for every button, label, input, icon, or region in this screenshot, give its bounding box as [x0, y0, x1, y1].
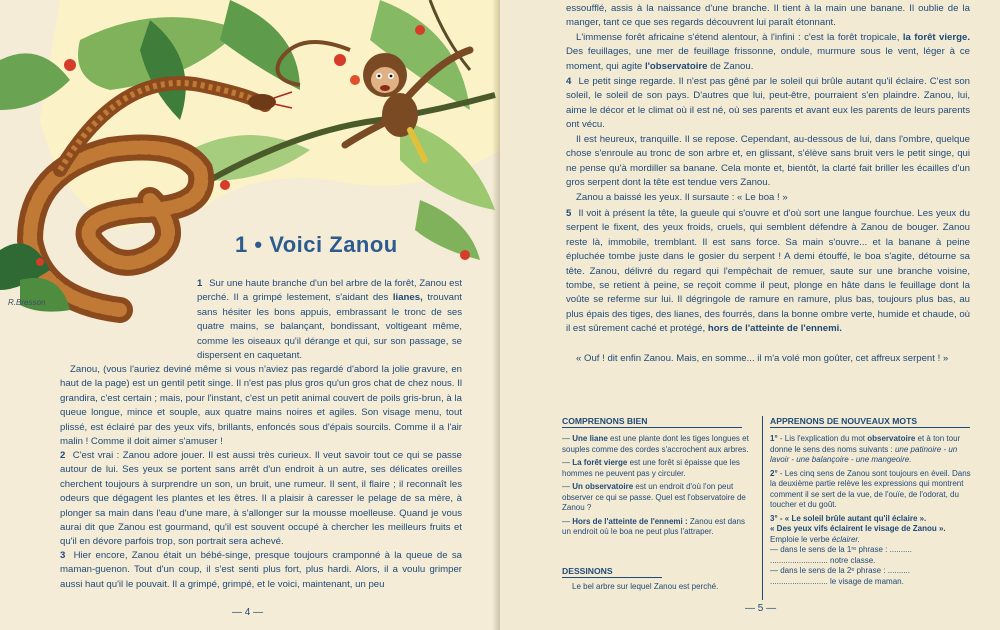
chapter-title-text: Voici Zanou [269, 232, 398, 257]
paragraph-text: Sur une haute branche d'un bel arbre de la forêt, Zanou est perché. Il a grimpé lestement, s'aidant des [197, 278, 462, 304]
definition-item: — Une liane est une plante dont les tiges longues et souples comme des cordes s'accrochent aux arbres. [562, 434, 749, 454]
paragraph-3-continued: essoufflé, assis à la naissance d'une branche. Il tient à la main une banane. Il oublie de la manger, tant ce que ses regards découvrent lui paraît étonnant. [566, 3, 970, 29]
paragraph-3 [60, 549, 462, 592]
paragraph-1b: Zanou, (vous l'auriez deviné même si vous n'aviez pas regardé d'abord la jolie gravure, en haut de la page) est un gentil petit singe. Il n'est pas plus gros qu'un gros chat de chez nous. Il grandira, c'est certain ; mais, pour l'instant, c'est un petit animal couvert de poils gris-brun, à la queue longue, mince et souple, aux quatre mains noires et agiles. Son visage menu, tout plissé, est éclairé par des yeux vifs, brillants, enfoncés sous d'épais sourcils. Comme il a l'air malin ! Comme il doit aimer s'amuser ! [60, 364, 462, 448]
paragraph-text: Il voit à présent la tête, la gueule qui s'ouvre et d'où sort une langue fourchue. Les yeux du serpent le fixent, des yeux froids, cruels, qui semblent défendre à Zanou de bouger. Zanou reste là, immobile, tremblant. Il est sans force. Sa main s'ouvre... et la banane à peine épluchée tombe juste dans le gosier du serpent ! A demi étouffé, le boa s'agite, détourne sa tête. Zanou, délivré du regard qui l'empêchait de remuer, saute sur une branche voisine, tombe, se retient à peine, se reçoit comme il peut, plonge en hâte dans le feuillage dont la voûte se referme sur lui. Il dégringole de ramure en ramure, plus bas, toujours plus bas, au plus épais des tiges, des lianes, des fourrés, dans la bonne ombre verte, humide et chaude, où il est sûrement caché et protégé, [566, 208, 970, 335]
apprenons-heading: APPRENONS DE NOUVEAUX MOTS [770, 416, 970, 428]
paragraph-text: C'est vrai : Zanou adore jouer. Il est aussi très curieux. Il veut savoir tout ce qui se passe autour de lui. Ses yeux se portent sans arrêt d'un endroit à un autre, ses délicates oreilles cherchent toujours à surprendre un son, un bruit, une rumeur. Il sent, il flaire ; il reconnaît les odeurs que dégagent les plantes et les êtres. Il a plaisir à caresser le pelage de sa mère, à plonger sa main dans l'eau d'une mare, à s'allonger sur la mousse moelleuse. Quand je vous aurai dit que Zanou est gourmand, qu'il est souvent occupé à chercher les meilleurs fruits et qu'il en dévore parfois trop, son portrait sera achevé. [60, 450, 462, 548]
definition-item: — Hors de l'atteinte de l'ennemi : Zanou est dans un endroit où le boa ne peut plus l'attraper. [562, 516, 746, 536]
exercise-item-2: 2° - Les cinq sens de Zanou sont toujours en éveil. Dans la deuxième partie relève les expressions qui montrent comment il se sert de la vue, de l'ouïe, de l'odorat, du toucher et du goût. [770, 468, 971, 509]
column-divider [762, 416, 763, 600]
paragraph-text: Le petit singe regarde. Il n'est pas gêné par le soleil qui brûle autant qu'il éclaire. C'est son soleil, le soleil de son pays. D'autres que lui, peut-être, pourraient s'en plaindre. Zanou, lui, aime le décor et le climat où il est né, où ses parents et avant eux les parents de leurs parents ont vécu. [566, 76, 970, 131]
paragraph-text: trouvant sans hésiter les bons appuis, embrassant le tronc de ses quatre mains, se balançant, bondissant, voltigeant même, comme les oiseaux qu'il dérange et qui, sur son passage, se dispersent en caquetant. [197, 292, 462, 362]
comprenons-heading: COMPRENONS BIEN [562, 416, 742, 428]
paragraph-2 [60, 449, 462, 550]
paragraph-4b: Il est heureux, tranquille. Il se repose. Cependant, au-dessous de lui, dans l'ombre, quelque chose s'enroule au tronc de son arbre et, en glissant, s'élève sans bruit vers le petit singe, qui ne pense qu'à mordiller sa banane. Cela monte et, bientôt, la clarté fait briller les écailles d'un gros serpent dont la tête est tendue vers Zanou. [566, 134, 970, 189]
paragraph-number: 1 [197, 278, 203, 289]
keyword-lianes: lianes, [392, 292, 423, 304]
page-number-right: — 5 — [745, 603, 777, 614]
paragraph-3-forest [566, 31, 970, 74]
paragraph-text: Des feuillages, une mer de feuillage frissonne, ondule, murmure sous le vent, léger à ce moment, qui agite [566, 46, 970, 72]
keyword-foret-vierge: la forêt vierge. [902, 32, 970, 43]
paragraph-number: 3 [60, 550, 66, 561]
paragraph-4c: Zanou a baissé les yeux. Il sursaute : « Le boa ! » [576, 192, 788, 203]
paragraph-4 [566, 75, 970, 133]
paragraph-text: de Zanou. [710, 60, 754, 72]
definition-item: — La forêt vierge est une forêt si épaisse que les hommes ne peuvent pas y circuler. [562, 458, 740, 478]
exercise-item-1: 1° - Lis l'explication du mot observatoire et à ton tour donne le sens des noms suivants : une patinoire - un lavoir - une balançoire - une mangeoire. [770, 434, 961, 464]
keyword-hors-atteinte: hors de l'atteinte de l'ennemi. [707, 323, 842, 335]
definition-item: — Un observatoire est un endroit d'où l'on peut observer ce qui se passe. Quel est l'observatoire de Zanou ? [562, 482, 746, 512]
right-page [500, 0, 1000, 630]
apprenons-list [770, 434, 975, 590]
paragraph-number: 4 [566, 76, 572, 87]
chapter-title [235, 232, 475, 258]
page-number-left: — 4 — [232, 607, 264, 618]
paragraph-5b: « Ouf ! dit enfin Zanou. Mais, en somme... il m'a volé mon goûter, cet affreux serpent ! » [576, 353, 949, 364]
paragraph-number: 5 [566, 208, 572, 219]
paragraph-text: Hier encore, Zanou était un bébé-singe, presque toujours cramponné à la queue de sa maman-guenon. Tout d'un coup, il s'est senti plus fort, plus hardi. Alors, il a voulu grimper aussi haut qu'il le pouvait. Il a grimpé, grimpé, et le voici, maintenant, un peu [60, 550, 462, 590]
illustrator-signature: R.Bresson [8, 298, 46, 307]
chapter-number: 1 [235, 232, 248, 257]
paragraph-text: L'immense forêt africaine s'étend alentour, à l'infini : c'est la forêt tropicale, [576, 32, 900, 43]
comprenons-list [562, 434, 756, 541]
dessinons-text: Le bel arbre sur lequel Zanou est perché. [572, 582, 719, 591]
keyword-observatoire: l'observatoire [644, 60, 708, 72]
paragraph-number: 2 [60, 450, 66, 461]
dessinons-heading: DESSINONS [562, 566, 662, 578]
bullet-separator: • [254, 232, 263, 257]
paragraph-5 [566, 207, 970, 337]
paragraph-1 [197, 277, 462, 363]
exercise-item-3: 3° - « Le soleil brûle autant qu'il éclaire ». « Des yeux vifs éclairent le visage de Zanou ». Emploie le verbe éclairer. — dans le sens de la 1ʳᵉ phrase : .......... .......................... notre classe. — dans le sens de la 2ᵉ phrase : .......... .......................... le visage de maman. [770, 513, 946, 586]
